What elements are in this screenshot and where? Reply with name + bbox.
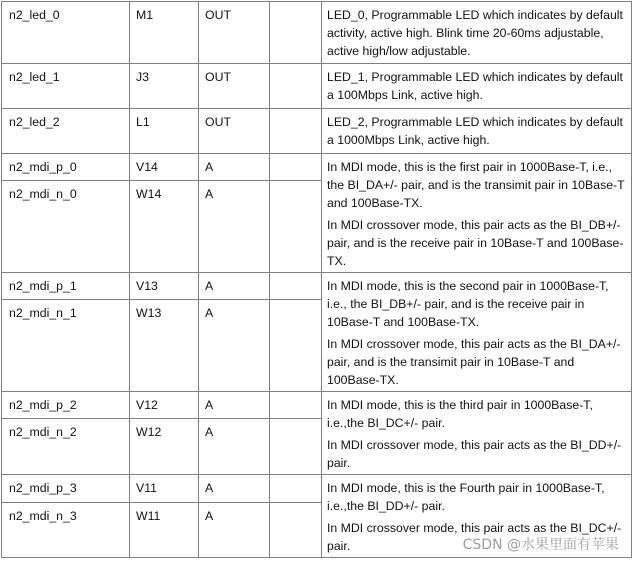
pin-name: n2_mdi_p_3 xyxy=(2,475,130,503)
pin-ball: W11 xyxy=(130,503,199,558)
pin-name: n2_mdi_n_1 xyxy=(2,300,130,392)
pin-description xyxy=(322,109,632,154)
table-row xyxy=(2,273,632,300)
pin-type: A xyxy=(199,300,270,392)
description-paragraph: In MDI mode, this is the third pair in 1000Base-T, i.e.,the BI_DC+/- pair. xyxy=(327,398,593,430)
description-paragraph: In MDI mode, this is the first pair in 1000Base-T, i.e., the BI_DA+/- pair, and is the transimit pair in 10Base-T and 100Base-TX. xyxy=(327,160,625,210)
pin-type: A xyxy=(199,503,270,558)
pin-extra xyxy=(270,419,322,475)
pin-ball: V14 xyxy=(130,154,199,181)
pin-description xyxy=(322,154,632,273)
pin-ball: W13 xyxy=(130,300,199,392)
description-paragraph: In MDI crossover mode, this pair acts as the BI_DD+/- pair. xyxy=(327,438,622,470)
description-paragraph: LED_1, Programmable LED which indicates by default a 100Mbps Link, active high. xyxy=(327,70,623,102)
pin-name: n2_mdi_p_2 xyxy=(2,392,130,419)
pin-ball: V11 xyxy=(130,475,199,503)
pin-extra xyxy=(270,392,322,419)
pin-name: n2_led_2 xyxy=(2,109,130,154)
pin-ball: W12 xyxy=(130,419,199,475)
pin-name: n2_mdi_p_0 xyxy=(2,154,130,181)
watermark-text: CSDN @水果里面有苹果 xyxy=(462,537,619,553)
pin-ball: L1 xyxy=(130,109,199,154)
pin-name: n2_mdi_p_1 xyxy=(2,273,130,300)
pin-ball: M1 xyxy=(130,2,199,64)
pin-extra xyxy=(270,2,322,64)
pin-type: OUT xyxy=(199,2,270,64)
pin-extra xyxy=(270,503,322,558)
pin-ball: V13 xyxy=(130,273,199,300)
pin-name: n2_mdi_n_3 xyxy=(2,503,130,558)
pin-description xyxy=(322,475,632,558)
pin-extra xyxy=(270,109,322,154)
pin-extra xyxy=(270,475,322,503)
pin-type: A xyxy=(199,475,270,503)
pin-ball: J3 xyxy=(130,64,199,109)
description-paragraph: In MDI mode, this is the Fourth pair in 1000Base-T, i.e.,the BI_DD+/- pair. xyxy=(327,481,605,513)
description-paragraph: LED_0, Programmable LED which indicates by default activity, active high. Blink time 20-60ms adjustable, active high/low adjustable. xyxy=(327,8,623,58)
description-paragraph: In MDI mode, this is the second pair in 1000Base-T, i.e., the BI_DB+/- pair, and is the receive pair in 10Base-T and 100Base-TX. xyxy=(327,279,609,329)
pin-ball: W14 xyxy=(130,181,199,273)
pin-type: A xyxy=(199,181,270,273)
pin-description-table xyxy=(1,1,632,558)
pin-description xyxy=(322,2,632,64)
pin-description xyxy=(322,392,632,475)
pin-extra xyxy=(270,154,322,181)
description-paragraph: LED_2, Programmable LED which indicates by default a 1000Mbps Link, active high. xyxy=(327,115,623,147)
pin-type: A xyxy=(199,392,270,419)
pin-name: n2_led_1 xyxy=(2,64,130,109)
description-paragraph: In MDI crossover mode, this pair acts as the BI_DC+/- pair. xyxy=(327,521,622,553)
pin-type: A xyxy=(199,154,270,181)
pin-extra xyxy=(270,64,322,109)
pin-type: A xyxy=(199,419,270,475)
pin-name: n2_led_0 xyxy=(2,2,130,64)
pin-type: OUT xyxy=(199,109,270,154)
description-paragraph: In MDI crossover mode, this pair acts as the BI_DB+/- pair, and is the receive pair in 10Base-T and 100Base-TX. xyxy=(327,218,624,268)
table-row xyxy=(2,64,632,109)
pin-ball: V12 xyxy=(130,392,199,419)
table-row xyxy=(2,475,632,503)
pin-type: A xyxy=(199,273,270,300)
pin-extra xyxy=(270,300,322,392)
pin-description xyxy=(322,64,632,109)
pin-extra xyxy=(270,273,322,300)
description-paragraph: In MDI crossover mode, this pair acts as the BI_DA+/- pair, and is the transimit pair in 10Base-T and 100Base-TX. xyxy=(327,337,621,387)
pin-name: n2_mdi_n_2 xyxy=(2,419,130,475)
table-row xyxy=(2,2,632,64)
pin-extra xyxy=(270,181,322,273)
pin-description xyxy=(322,273,632,392)
pin-name: n2_mdi_n_0 xyxy=(2,181,130,273)
table-row xyxy=(2,109,632,154)
table-row xyxy=(2,154,632,181)
pin-type: OUT xyxy=(199,64,270,109)
table-row xyxy=(2,392,632,419)
